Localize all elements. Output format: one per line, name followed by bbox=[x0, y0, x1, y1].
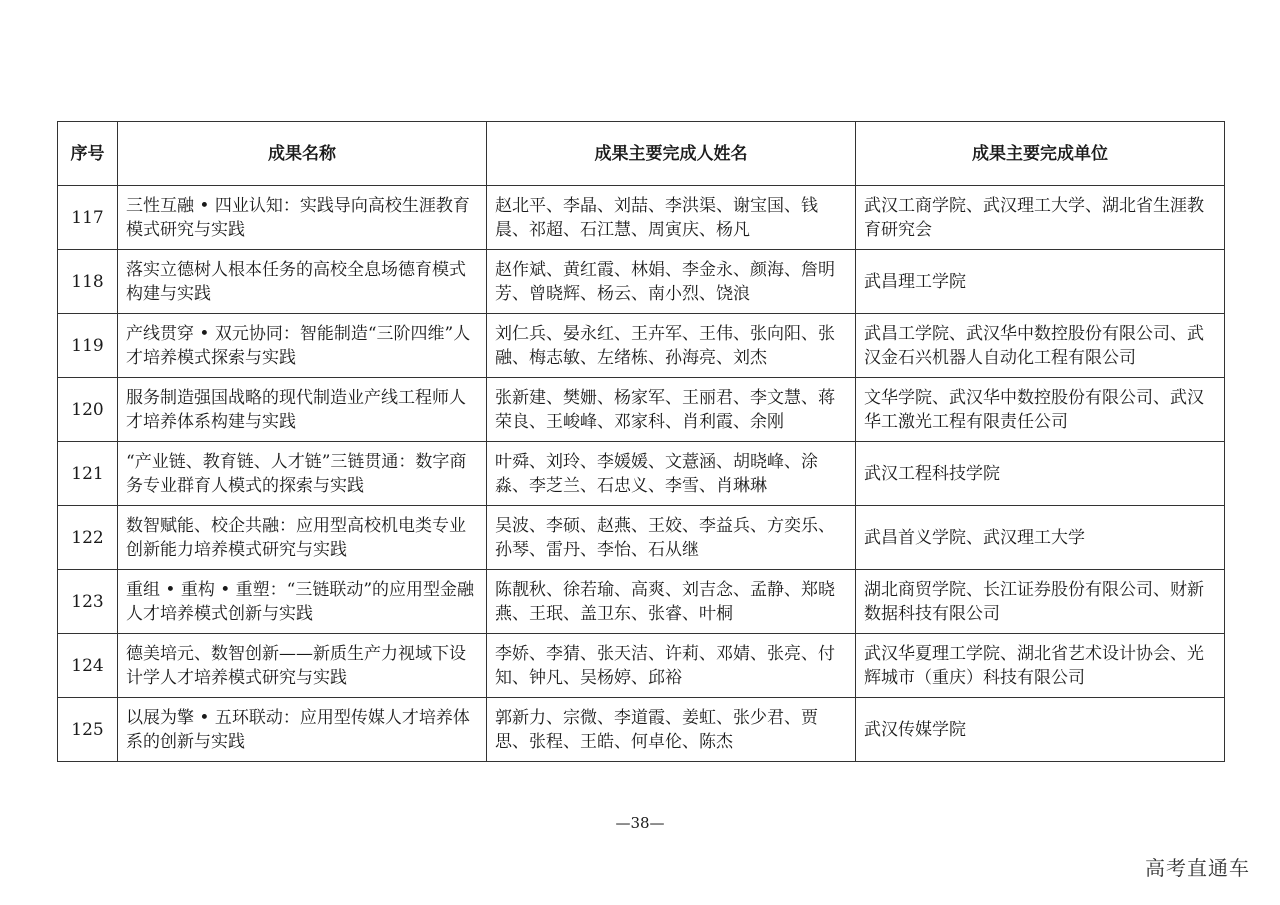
row-contributors: 刘仁兵、晏永红、王卉军、王伟、张向阳、张融、梅志敏、左绪栋、孙海亮、刘杰 bbox=[487, 314, 856, 378]
row-units: 湖北商贸学院、长江证券股份有限公司、财新数据科技有限公司 bbox=[856, 570, 1225, 634]
achievements-table bbox=[57, 121, 1225, 762]
table-row bbox=[58, 570, 1225, 634]
row-achievement-name: 服务制造强国战略的现代制造业产线工程师人才培养体系构建与实践 bbox=[118, 378, 487, 442]
watermark-text: 高考直通车 bbox=[1145, 856, 1250, 880]
row-contributors: 郭新力、宗微、李道霞、姜虹、张少君、贾思、张程、王皓、何卓伦、陈杰 bbox=[487, 698, 856, 762]
row-contributors: 赵作斌、黄红霞、林娟、李金永、颜海、詹明芳、曾晓辉、杨云、南小烈、饶浪 bbox=[487, 250, 856, 314]
row-serial-number: 120 bbox=[58, 378, 118, 442]
row-units: 武昌首义学院、武汉理工大学 bbox=[856, 506, 1225, 570]
row-achievement-name: “产业链、教育链、人才链”三链贯通：数字商务专业群育人模式的探索与实践 bbox=[118, 442, 487, 506]
row-contributors: 吴波、李硕、赵燕、王姣、李益兵、方奕乐、孙琴、雷丹、李怡、石从继 bbox=[487, 506, 856, 570]
table-row bbox=[58, 378, 1225, 442]
header-main-units: 成果主要完成单位 bbox=[856, 122, 1225, 186]
table-header-row bbox=[58, 122, 1225, 186]
header-main-contributors: 成果主要完成人姓名 bbox=[487, 122, 856, 186]
row-contributors: 叶舜、刘玲、李媛媛、文薏涵、胡晓峰、涂淼、李芝兰、石忠义、李雪、肖琳琳 bbox=[487, 442, 856, 506]
row-serial-number: 123 bbox=[58, 570, 118, 634]
header-achievement-name: 成果名称 bbox=[118, 122, 487, 186]
row-achievement-name: 重组 • 重构 • 重塑：“三链联动”的应用型金融人才培养模式创新与实践 bbox=[118, 570, 487, 634]
row-units: 武昌理工学院 bbox=[856, 250, 1225, 314]
table-row bbox=[58, 634, 1225, 698]
table-row bbox=[58, 250, 1225, 314]
row-contributors: 陈靓秋、徐若瑜、高爽、刘吉念、孟静、郑晓燕、王珉、盖卫东、张睿、叶桐 bbox=[487, 570, 856, 634]
row-units: 武汉传媒学院 bbox=[856, 698, 1225, 762]
row-achievement-name: 数智赋能、校企共融：应用型高校机电类专业创新能力培养模式研究与实践 bbox=[118, 506, 487, 570]
row-serial-number: 119 bbox=[58, 314, 118, 378]
table-row bbox=[58, 506, 1225, 570]
table-row bbox=[58, 698, 1225, 762]
row-units: 武汉华夏理工学院、湖北省艺术设计协会、光辉城市（重庆）科技有限公司 bbox=[856, 634, 1225, 698]
row-achievement-name: 以展为擎 • 五环联动：应用型传媒人才培养体系的创新与实践 bbox=[118, 698, 487, 762]
table-row bbox=[58, 186, 1225, 250]
page-number: —38— bbox=[615, 814, 665, 832]
row-units: 文华学院、武汉华中数控股份有限公司、武汉华工激光工程有限责任公司 bbox=[856, 378, 1225, 442]
row-serial-number: 125 bbox=[58, 698, 118, 762]
row-serial-number: 117 bbox=[58, 186, 118, 250]
row-units: 武汉工商学院、武汉理工大学、湖北省生涯教育研究会 bbox=[856, 186, 1225, 250]
row-units: 武昌工学院、武汉华中数控股份有限公司、武汉金石兴机器人自动化工程有限公司 bbox=[856, 314, 1225, 378]
row-contributors: 张新建、樊姗、杨家军、王丽君、李文慧、蒋荣良、王峻峰、邓家科、肖利霞、余刚 bbox=[487, 378, 856, 442]
row-achievement-name: 德美培元、数智创新——新质生产力视域下设计学人才培养模式研究与实践 bbox=[118, 634, 487, 698]
row-units: 武汉工程科技学院 bbox=[856, 442, 1225, 506]
row-achievement-name: 产线贯穿 • 双元协同：智能制造“三阶四维”人才培养模式探索与实践 bbox=[118, 314, 487, 378]
table-row bbox=[58, 314, 1225, 378]
row-contributors: 李娇、李猜、张天洁、许莉、邓婧、张亮、付知、钟凡、吴杨婷、邱裕 bbox=[487, 634, 856, 698]
header-serial-number: 序号 bbox=[58, 122, 118, 186]
table-row bbox=[58, 442, 1225, 506]
row-achievement-name: 三性互融 • 四业认知：实践导向高校生涯教育模式研究与实践 bbox=[118, 186, 487, 250]
row-serial-number: 121 bbox=[58, 442, 118, 506]
row-serial-number: 124 bbox=[58, 634, 118, 698]
row-achievement-name: 落实立德树人根本任务的高校全息场德育模式构建与实践 bbox=[118, 250, 487, 314]
row-serial-number: 118 bbox=[58, 250, 118, 314]
row-contributors: 赵北平、李晶、刘喆、李洪渠、谢宝国、钱晨、祁超、石江慧、周寅庆、杨凡 bbox=[487, 186, 856, 250]
row-serial-number: 122 bbox=[58, 506, 118, 570]
